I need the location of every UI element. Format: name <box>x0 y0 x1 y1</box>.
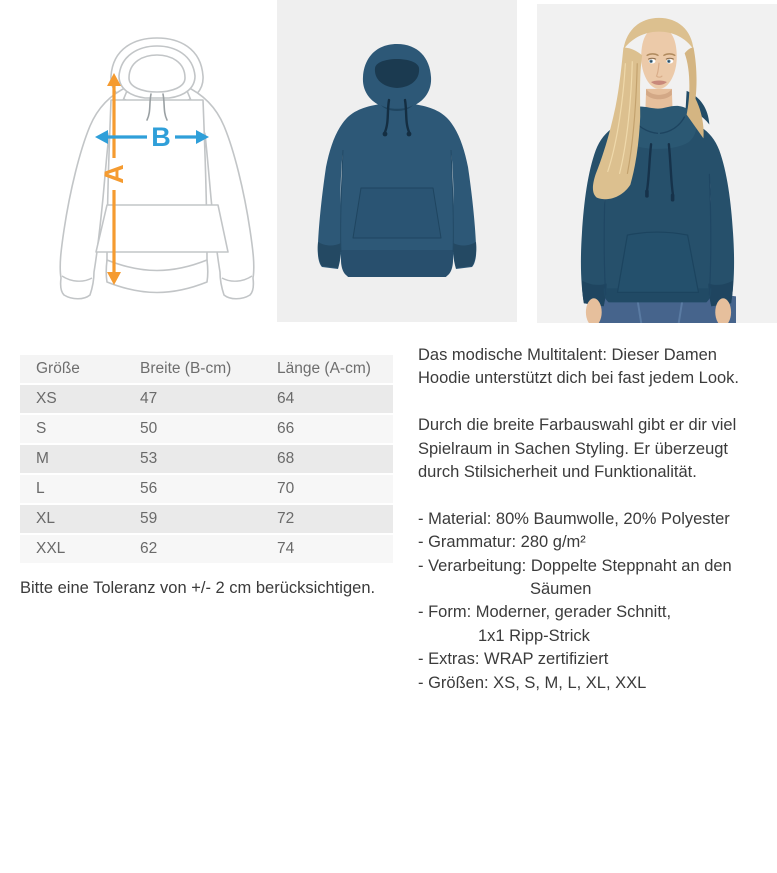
length-cell: 72 <box>277 505 393 533</box>
paragraph-gap <box>418 484 774 507</box>
table-row <box>20 505 393 533</box>
width-cell: 62 <box>140 535 277 563</box>
size-cell: L <box>20 475 140 503</box>
spec-line: - Verarbeitung: Doppelte Steppnaht an den <box>418 556 732 575</box>
spec-line: - Extras: WRAP zertifiziert <box>418 650 609 669</box>
description-line: durch Stilsicherheit und Funktionalität. <box>418 463 697 482</box>
spec-line-continuation: 1x1 Ripp-Strick <box>478 626 590 645</box>
width-cell: 50 <box>140 415 277 443</box>
paragraph-gap <box>418 391 774 414</box>
table-row <box>20 475 393 503</box>
width-cell: 47 <box>140 385 277 413</box>
col-header-width: Breite (B-cm) <box>140 355 277 383</box>
table-row <box>20 385 393 413</box>
hoodie-flat <box>318 44 477 277</box>
product-description <box>418 344 774 695</box>
hoodie-lineart <box>57 28 257 300</box>
length-label-a: A <box>99 164 129 184</box>
spec-line: - Größen: XS, S, M, L, XL, XXL <box>418 673 647 692</box>
length-cell: 66 <box>277 415 393 443</box>
size-cell: XXL <box>20 535 140 563</box>
col-header-size: Größe <box>20 355 140 383</box>
size-chart-table <box>20 353 393 565</box>
description-line: Das modische Multitalent: Dieser Damen <box>418 346 717 364</box>
hoodie-model-photo <box>537 4 777 323</box>
spec-line: - Grammatur: 280 g/m² <box>418 533 586 552</box>
model-illustration <box>537 4 777 323</box>
length-cell: 64 <box>277 385 393 413</box>
table-row <box>20 445 393 473</box>
spec-line: - Material: 80% Baumwolle, 20% Polyester <box>418 509 730 528</box>
table-row <box>20 415 393 443</box>
description-line: Durch die breite Farbauswahl gibt er dir viel <box>418 416 737 435</box>
description-line: Hoodie unterstützt dich bei fast jedem Look. <box>418 369 740 388</box>
length-cell: 68 <box>277 445 393 473</box>
width-cell: 59 <box>140 505 277 533</box>
hoodie-flat-illustration <box>277 0 517 322</box>
size-cell: S <box>20 415 140 443</box>
width-cell: 56 <box>140 475 277 503</box>
size-cell: M <box>20 445 140 473</box>
col-header-length: Länge (A-cm) <box>277 355 393 383</box>
length-cell: 70 <box>277 475 393 503</box>
hoodie-outline <box>60 38 254 299</box>
hoodie-measurement-diagram <box>57 28 257 300</box>
description-line: Spielraum in Sachen Styling. Er überzeugt <box>418 439 729 458</box>
width-label-b: B <box>151 122 171 152</box>
tolerance-note: Bitte eine Toleranz von +/- 2 cm berücksichtigen. <box>20 579 376 597</box>
size-chart-header-row <box>20 355 393 383</box>
size-cell: XL <box>20 505 140 533</box>
hoodie-product-photo <box>277 0 517 322</box>
width-cell: 53 <box>140 445 277 473</box>
length-cell: 74 <box>277 535 393 563</box>
table-row <box>20 535 393 563</box>
model <box>581 18 736 323</box>
spec-line-continuation: Säumen <box>530 580 592 599</box>
size-cell: XS <box>20 385 140 413</box>
spec-line: - Form: Moderner, gerader Schnitt, <box>418 603 672 622</box>
